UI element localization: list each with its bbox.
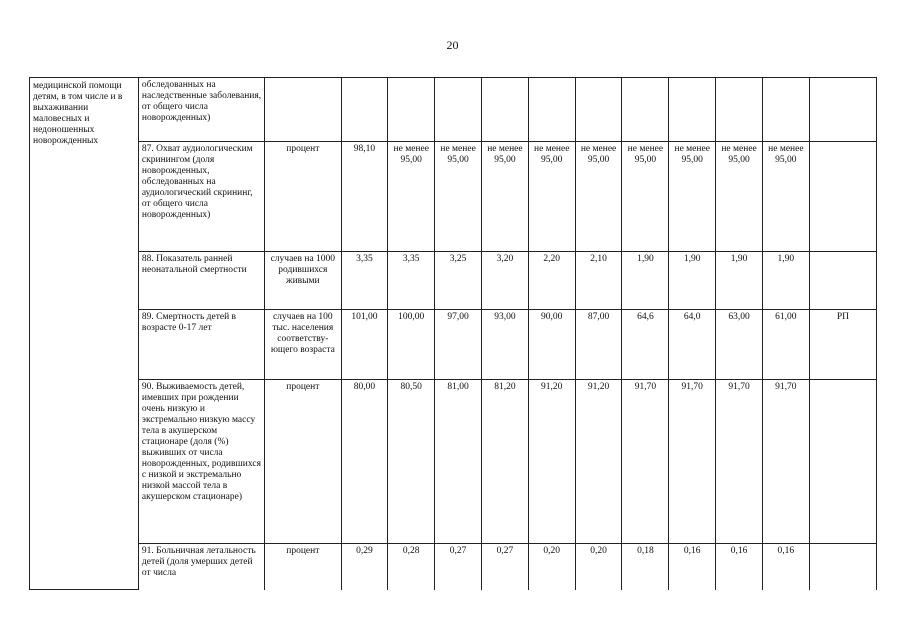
value-cell <box>716 78 763 142</box>
value-cell: 61,00 <box>762 310 809 380</box>
value-cell: не менее 95,00 <box>435 142 482 252</box>
value-cell: 100,00 <box>388 310 435 380</box>
indicator-name: 90. Выживаемость детей, имевших при рождении очень низкую и экстремально низкую массу тела в акушерском стационаре (доля (%) выживших от числа новорожденных, родившихся с низкой и экстремально низкой массой тела в акушерском стационаре) <box>138 380 264 544</box>
value-cell: 91,20 <box>575 380 622 544</box>
table-row <box>30 252 877 310</box>
value-cell: 91,70 <box>762 380 809 544</box>
value-cell <box>481 78 528 142</box>
value-cell: 93,00 <box>481 310 528 380</box>
value-cell: 91,70 <box>716 380 763 544</box>
value-cell: 0,27 <box>435 544 482 590</box>
indicator-name: 89. Смертность детей в возрасте 0-17 лет <box>138 310 264 380</box>
value-cell: 0,16 <box>762 544 809 590</box>
value-cell: 0,20 <box>575 544 622 590</box>
value-cell <box>575 78 622 142</box>
value-cell <box>435 78 482 142</box>
indicators-table <box>29 77 877 590</box>
responsible-cell: РП <box>809 310 876 380</box>
responsible-cell <box>809 78 876 142</box>
value-cell <box>762 78 809 142</box>
value-cell: не менее 95,00 <box>762 142 809 252</box>
unit-cell: случаев на 1000 родившихся живыми <box>265 252 341 310</box>
value-cell: 3,35 <box>388 252 435 310</box>
unit-cell <box>265 78 341 142</box>
responsible-cell <box>809 544 876 590</box>
responsible-cell <box>809 142 876 252</box>
value-cell: 98,10 <box>341 142 388 252</box>
value-cell: 80,00 <box>341 380 388 544</box>
table-row <box>30 544 877 590</box>
value-cell: 81,00 <box>435 380 482 544</box>
value-cell: 1,90 <box>762 252 809 310</box>
value-cell: 1,90 <box>669 252 716 310</box>
value-cell <box>528 78 575 142</box>
value-cell: 0,29 <box>341 544 388 590</box>
table-row <box>30 380 877 544</box>
indicator-name: обследованных на наследственные заболевания, от общего числа новорожденных) <box>138 78 264 142</box>
value-cell: 3,25 <box>435 252 482 310</box>
value-cell: 81,20 <box>481 380 528 544</box>
value-cell: 87,00 <box>575 310 622 380</box>
value-cell: 91,70 <box>669 380 716 544</box>
value-cell <box>669 78 716 142</box>
value-cell: не менее 95,00 <box>388 142 435 252</box>
value-cell: 2,10 <box>575 252 622 310</box>
indicator-name: 88. Показатель ранней неонатальной смертности <box>138 252 264 310</box>
value-cell: 101,00 <box>341 310 388 380</box>
unit-cell: процент <box>265 380 341 544</box>
value-cell <box>622 78 669 142</box>
unit-cell: процент <box>265 544 341 590</box>
table-row <box>30 78 877 142</box>
value-cell: 90,00 <box>528 310 575 380</box>
indicator-name: 91. Больничная летальность детей (доля умерших детей от числа <box>138 544 264 590</box>
value-cell: не менее 95,00 <box>669 142 716 252</box>
value-cell: 0,20 <box>528 544 575 590</box>
table-row <box>30 310 877 380</box>
unit-cell: процент <box>265 142 341 252</box>
value-cell: 91,70 <box>622 380 669 544</box>
table-row <box>30 142 877 252</box>
value-cell <box>388 78 435 142</box>
value-cell: 0,28 <box>388 544 435 590</box>
value-cell: 91,20 <box>528 380 575 544</box>
value-cell: 97,00 <box>435 310 482 380</box>
value-cell: 3,35 <box>341 252 388 310</box>
value-cell <box>341 78 388 142</box>
value-cell: не менее 95,00 <box>716 142 763 252</box>
value-cell: не менее 95,00 <box>528 142 575 252</box>
value-cell: 0,16 <box>669 544 716 590</box>
value-cell: 0,18 <box>622 544 669 590</box>
indicator-name: 87. Охват аудиологическим скринингом (доля новорожденных, обследованных на аудиологический скрининг, от общего числа новорожденных) <box>138 142 264 252</box>
value-cell: не менее 95,00 <box>622 142 669 252</box>
value-cell: не менее 95,00 <box>575 142 622 252</box>
value-cell: 1,90 <box>716 252 763 310</box>
responsible-cell <box>809 252 876 310</box>
responsible-cell <box>809 380 876 544</box>
value-cell: не менее 95,00 <box>481 142 528 252</box>
unit-cell: случаев на 100 тыс. населения соответству-ющего возраста <box>265 310 341 380</box>
page-number: 20 <box>446 38 459 52</box>
value-cell: 80,50 <box>388 380 435 544</box>
value-cell: 64,6 <box>622 310 669 380</box>
value-cell: 2,20 <box>528 252 575 310</box>
value-cell: 0,27 <box>481 544 528 590</box>
value-cell: 63,00 <box>716 310 763 380</box>
value-cell: 1,90 <box>622 252 669 310</box>
value-cell: 64,0 <box>669 310 716 380</box>
value-cell: 0,16 <box>716 544 763 590</box>
section-label: медицинской помощи детям, в том числе и в выхаживании маловесных и недоношенных новорожденных <box>30 78 139 590</box>
value-cell: 3,20 <box>481 252 528 310</box>
